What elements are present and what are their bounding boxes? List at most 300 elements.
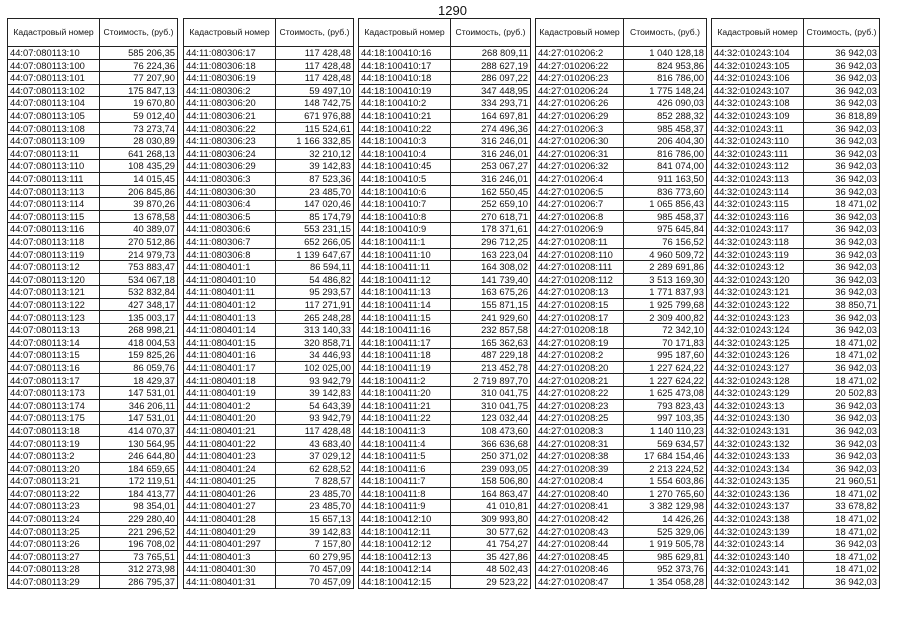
cadastral-number-cell: 44:27:010208:17 (536, 311, 624, 324)
cost-cell: 1 775 148,24 (624, 84, 707, 97)
cadastral-number-cell: 44:07:080113:121 (8, 286, 100, 299)
table-row (8, 487, 178, 500)
cost-cell: 2 213 224,52 (624, 462, 707, 475)
cadastral-number-cell: 44:32:010243:135 (712, 475, 804, 488)
cost-cell: 23 485,70 (276, 500, 354, 513)
cadastral-number-cell: 44:11:080401:25 (184, 475, 276, 488)
cadastral-number-cell: 44:11:080401:26 (184, 487, 276, 500)
table-row (184, 210, 354, 223)
cost-cell: 36 942,03 (804, 412, 880, 425)
cost-cell: 36 942,03 (804, 47, 880, 60)
cadastral-number-cell: 44:07:080113:10 (8, 47, 100, 60)
cost-cell: 206 845,86 (100, 185, 178, 198)
cost-cell: 313 140,33 (276, 324, 354, 337)
table-row (8, 59, 178, 72)
cost-cell: 995 187,60 (624, 349, 707, 362)
cadastral-number-cell: 44:18:100410:8 (359, 210, 451, 223)
cost-cell: 19 670,80 (100, 97, 178, 110)
cost-cell: 39 870,26 (100, 198, 178, 211)
table-row (359, 223, 531, 236)
table-row (536, 273, 707, 286)
cost-cell: 36 942,03 (804, 424, 880, 437)
cadastral-number-cell: 44:11:080306:29 (184, 160, 276, 173)
cadastral-number-cell: 44:07:080113:26 (8, 538, 100, 551)
cadastral-number-cell: 44:18:100411:13 (359, 286, 451, 299)
cost-cell: 115 524,61 (276, 122, 354, 135)
cadastral-number-cell: 44:11:080401:27 (184, 500, 276, 513)
cost-cell: 274 496,36 (451, 122, 531, 135)
cadastral-number-cell: 44:18:100411:3 (359, 424, 451, 437)
cadastral-number-cell: 44:32:010243:107 (712, 84, 804, 97)
cadastral-number-cell: 44:18:100410:16 (359, 47, 451, 60)
cadastral-number-cell: 44:27:010206:4 (536, 172, 624, 185)
cost-cell: 252 659,10 (451, 198, 531, 211)
cost-cell: 4 960 509,72 (624, 248, 707, 261)
cadastral-number-cell: 44:07:080113:114 (8, 198, 100, 211)
cost-cell: 18 471,02 (804, 487, 880, 500)
table-row (536, 387, 707, 400)
cost-cell: 346 206,11 (100, 399, 178, 412)
table-row (8, 525, 178, 538)
cadastral-number-cell: 44:11:080306:20 (184, 97, 276, 110)
cadastral-number-cell: 44:18:100411:9 (359, 500, 451, 513)
table-row (8, 147, 178, 160)
table-row (8, 387, 178, 400)
cadastral-number-cell: 44:32:010243:118 (712, 235, 804, 248)
cadastral-number-cell: 44:27:010206:22 (536, 59, 624, 72)
table-row (536, 424, 707, 437)
cadastral-number-cell: 44:27:010208:38 (536, 450, 624, 463)
cost-cell: 1 227 624,22 (624, 361, 707, 374)
cadastral-number-cell: 44:32:010243:104 (712, 47, 804, 60)
cadastral-number-cell: 44:32:010243:112 (712, 160, 804, 173)
cost-cell: 39 142,83 (276, 387, 354, 400)
cadastral-number-cell: 44:11:080306:7 (184, 235, 276, 248)
cadastral-number-cell: 44:18:100410:6 (359, 185, 451, 198)
cost-cell: 427 348,17 (100, 298, 178, 311)
table-row (359, 487, 531, 500)
cadastral-number-cell: 44:11:080401:16 (184, 349, 276, 362)
cadastral-number-cell: 44:18:100411:19 (359, 361, 451, 374)
table-row (359, 185, 531, 198)
cost-cell: 39 142,83 (276, 160, 354, 173)
cost-cell: 316 246,01 (451, 172, 531, 185)
table-row (536, 135, 707, 148)
cost-cell: 793 823,43 (624, 399, 707, 412)
page-number: 1290 (438, 3, 467, 18)
table-row (184, 462, 354, 475)
cost-cell: 36 942,03 (804, 97, 880, 110)
cadastral-number-cell: 44:18:100410:17 (359, 59, 451, 72)
cadastral-number-cell: 44:07:080113:110 (8, 160, 100, 173)
table-row (536, 160, 707, 173)
table-row (184, 349, 354, 362)
table-row (184, 412, 354, 425)
registry-table-3 (358, 18, 531, 589)
cadastral-number-cell: 44:11:080306:3 (184, 172, 276, 185)
table-row (712, 349, 880, 362)
table-row (536, 97, 707, 110)
header-cadastral-number: Кадастровый номер (184, 19, 276, 47)
table-row (712, 387, 880, 400)
cadastral-number-cell: 44:07:080113:116 (8, 223, 100, 236)
cost-cell: 36 942,03 (804, 437, 880, 450)
table-row (359, 298, 531, 311)
cost-cell: 87 523,36 (276, 172, 354, 185)
cadastral-number-cell: 44:32:010243:125 (712, 336, 804, 349)
cadastral-number-cell: 44:07:080113:14 (8, 336, 100, 349)
table-row (184, 84, 354, 97)
cost-cell: 288 627,19 (451, 59, 531, 72)
cost-cell: 117 428,48 (276, 424, 354, 437)
registry-table-5 (711, 18, 880, 589)
table-row (359, 286, 531, 299)
table-row (536, 399, 707, 412)
table-row (712, 525, 880, 538)
cadastral-number-cell: 44:11:080401:18 (184, 374, 276, 387)
table-row (536, 223, 707, 236)
cadastral-number-cell: 44:07:080113:22 (8, 487, 100, 500)
table-row (8, 374, 178, 387)
table-row (536, 185, 707, 198)
table-row (8, 575, 178, 588)
table-row (712, 273, 880, 286)
cost-cell: 35 427,86 (451, 550, 531, 563)
table-row (8, 512, 178, 525)
table-row (359, 462, 531, 475)
cadastral-number-cell: 44:32:010243:14 (712, 538, 804, 551)
table-row (536, 286, 707, 299)
cost-cell: 320 858,71 (276, 336, 354, 349)
cost-cell: 1 554 603,86 (624, 475, 707, 488)
table-row (359, 374, 531, 387)
cost-cell: 239 093,05 (451, 462, 531, 475)
cost-cell: 172 119,51 (100, 475, 178, 488)
cost-cell: 175 847,13 (100, 84, 178, 97)
cadastral-number-cell: 44:18:100411:10 (359, 248, 451, 261)
cost-cell: 816 786,00 (624, 147, 707, 160)
cadastral-number-cell: 44:07:080113:18 (8, 424, 100, 437)
cadastral-number-cell: 44:11:080401:10 (184, 273, 276, 286)
cadastral-number-cell: 44:07:080113:17 (8, 374, 100, 387)
table-row (712, 210, 880, 223)
cadastral-number-cell: 44:32:010243:115 (712, 198, 804, 211)
table-row (8, 84, 178, 97)
cost-cell: 270 618,71 (451, 210, 531, 223)
table-row (712, 160, 880, 173)
table-row (536, 59, 707, 72)
table-row (712, 286, 880, 299)
cost-cell: 1 139 647,67 (276, 248, 354, 261)
table-row (712, 172, 880, 185)
table-row (536, 563, 707, 576)
cadastral-number-cell: 44:32:010243:119 (712, 248, 804, 261)
cadastral-number-cell: 44:07:080113:122 (8, 298, 100, 311)
cadastral-number-cell: 44:32:010243:131 (712, 424, 804, 437)
table-row (712, 500, 880, 513)
cost-cell: 164 308,02 (451, 261, 531, 274)
table-row (712, 72, 880, 85)
cost-cell: 62 628,52 (276, 462, 354, 475)
table-row (359, 324, 531, 337)
table-row (8, 298, 178, 311)
table-row (8, 437, 178, 450)
table-row (536, 475, 707, 488)
table-row (536, 462, 707, 475)
table-row (184, 160, 354, 173)
cost-cell: 309 993,80 (451, 512, 531, 525)
cadastral-number-cell: 44:32:010243:12 (712, 261, 804, 274)
cadastral-number-cell: 44:32:010243:106 (712, 72, 804, 85)
cadastral-number-cell: 44:11:080306:8 (184, 248, 276, 261)
cadastral-number-cell: 44:32:010243:141 (712, 563, 804, 576)
cost-cell: 38 850,71 (804, 298, 880, 311)
table-row (712, 538, 880, 551)
cadastral-number-cell: 44:18:100412:13 (359, 550, 451, 563)
cadastral-number-cell: 44:27:010208:47 (536, 575, 624, 588)
table-row (8, 223, 178, 236)
table-row (8, 286, 178, 299)
cost-cell: 18 471,02 (804, 198, 880, 211)
cost-cell: 250 371,02 (451, 450, 531, 463)
table-row (712, 563, 880, 576)
table-row (184, 223, 354, 236)
table-row (184, 261, 354, 274)
table-row (8, 47, 178, 60)
table-row (359, 525, 531, 538)
table-row (359, 387, 531, 400)
cadastral-number-cell: 44:11:080401:3 (184, 550, 276, 563)
cost-cell: 13 678,58 (100, 210, 178, 223)
table-row (536, 324, 707, 337)
cost-cell: 41 010,81 (451, 500, 531, 513)
cost-cell: 14 015,45 (100, 172, 178, 185)
table-row (8, 122, 178, 135)
table-row (359, 59, 531, 72)
cost-cell: 1 625 473,08 (624, 387, 707, 400)
cadastral-number-cell: 44:18:100410:9 (359, 223, 451, 236)
table-row (536, 235, 707, 248)
cost-cell: 1 140 110,23 (624, 424, 707, 437)
cadastral-number-cell: 44:27:010206:9 (536, 223, 624, 236)
cadastral-number-cell: 44:11:080306:22 (184, 122, 276, 135)
header-cost: Стоимость, (руб.) (451, 19, 531, 47)
cost-cell: 72 342,10 (624, 324, 707, 337)
table-row (8, 424, 178, 437)
table-header-row (184, 19, 354, 47)
table-row (712, 450, 880, 463)
cost-cell: 86 594,11 (276, 261, 354, 274)
table-row (184, 487, 354, 500)
cost-cell: 164 697,81 (451, 109, 531, 122)
cost-cell: 1 925 799,68 (624, 298, 707, 311)
cadastral-number-cell: 44:11:080401:24 (184, 462, 276, 475)
cadastral-number-cell: 44:32:010243:126 (712, 349, 804, 362)
table-row (536, 450, 707, 463)
cadastral-number-cell: 44:07:080113:24 (8, 512, 100, 525)
cost-cell: 20 502,83 (804, 387, 880, 400)
cost-cell: 41 754,27 (451, 538, 531, 551)
cost-cell: 232 857,58 (451, 324, 531, 337)
cadastral-number-cell: 44:27:010208:42 (536, 512, 624, 525)
cadastral-number-cell: 44:07:080113:175 (8, 412, 100, 425)
cadastral-number-cell: 44:18:100411:7 (359, 475, 451, 488)
cadastral-number-cell: 44:07:080113:104 (8, 97, 100, 110)
cost-cell: 214 979,73 (100, 248, 178, 261)
cost-cell: 641 268,13 (100, 147, 178, 160)
cost-cell: 36 942,03 (804, 210, 880, 223)
table-row (8, 450, 178, 463)
cadastral-number-cell: 44:32:010243:132 (712, 437, 804, 450)
cost-cell: 36 942,03 (804, 160, 880, 173)
cadastral-number-cell: 44:27:010208:44 (536, 538, 624, 551)
cost-cell: 487 229,18 (451, 349, 531, 362)
table-row (712, 475, 880, 488)
cadastral-number-cell: 44:11:080401:1 (184, 261, 276, 274)
cost-cell: 852 288,32 (624, 109, 707, 122)
table-row (359, 563, 531, 576)
cadastral-number-cell: 44:07:080113:105 (8, 109, 100, 122)
cost-cell: 312 273,98 (100, 563, 178, 576)
table-row (536, 248, 707, 261)
cost-cell: 753 883,47 (100, 261, 178, 274)
cost-cell: 30 577,62 (451, 525, 531, 538)
cadastral-number-cell: 44:07:080113:174 (8, 399, 100, 412)
cost-cell: 18 471,02 (804, 525, 880, 538)
cost-cell: 135 003,17 (100, 311, 178, 324)
table-row (359, 311, 531, 324)
cadastral-number-cell: 44:07:080113:119 (8, 248, 100, 261)
cadastral-number-cell: 44:27:010208:3 (536, 424, 624, 437)
table-row (184, 135, 354, 148)
cost-cell: 163 223,04 (451, 248, 531, 261)
table-row (536, 575, 707, 588)
cadastral-number-cell: 44:18:100412:11 (359, 525, 451, 538)
cadastral-number-cell: 44:18:100412:10 (359, 512, 451, 525)
table-row (712, 424, 880, 437)
table-row (536, 122, 707, 135)
table-row (184, 273, 354, 286)
table-row (712, 462, 880, 475)
cadastral-number-cell: 44:07:080113:115 (8, 210, 100, 223)
cost-cell: 286 795,37 (100, 575, 178, 588)
cost-cell: 21 960,51 (804, 475, 880, 488)
table-row (184, 563, 354, 576)
table-row (184, 248, 354, 261)
cadastral-number-cell: 44:07:080113:12 (8, 261, 100, 274)
cost-cell: 296 712,25 (451, 235, 531, 248)
cadastral-number-cell: 44:27:010208:110 (536, 248, 624, 261)
cadastral-number-cell: 44:18:100410:5 (359, 172, 451, 185)
cadastral-number-cell: 44:27:010208:41 (536, 500, 624, 513)
cadastral-number-cell: 44:11:080306:2 (184, 84, 276, 97)
table-row (184, 47, 354, 60)
cost-cell: 18 471,02 (804, 563, 880, 576)
cadastral-number-cell: 44:27:010206:5 (536, 185, 624, 198)
table-row (8, 349, 178, 362)
cost-cell: 229 280,40 (100, 512, 178, 525)
table-row (359, 248, 531, 261)
cadastral-number-cell: 44:18:100411:4 (359, 437, 451, 450)
cost-cell: 117 428,48 (276, 72, 354, 85)
cadastral-number-cell: 44:07:080113:102 (8, 84, 100, 97)
cost-cell: 36 942,03 (804, 185, 880, 198)
cadastral-number-cell: 44:27:010208:13 (536, 286, 624, 299)
table-row (184, 235, 354, 248)
table-row (536, 500, 707, 513)
cadastral-number-cell: 44:11:080401:28 (184, 512, 276, 525)
cadastral-number-cell: 44:11:080306:21 (184, 109, 276, 122)
cost-cell: 310 041,75 (451, 399, 531, 412)
table-row (184, 437, 354, 450)
cost-cell: 36 942,03 (804, 286, 880, 299)
cadastral-number-cell: 44:07:080113:11 (8, 147, 100, 160)
cadastral-number-cell: 44:32:010243:128 (712, 374, 804, 387)
cost-cell: 1 065 856,43 (624, 198, 707, 211)
cadastral-number-cell: 44:27:010208:19 (536, 336, 624, 349)
cadastral-number-cell: 44:11:080401:31 (184, 575, 276, 588)
cost-cell: 334 293,71 (451, 97, 531, 110)
cadastral-number-cell: 44:32:010243:113 (712, 172, 804, 185)
cadastral-number-cell: 44:32:010243:105 (712, 59, 804, 72)
cadastral-number-cell: 44:27:010208:2 (536, 349, 624, 362)
cost-cell: 985 629,81 (624, 550, 707, 563)
cadastral-number-cell: 44:18:100411:20 (359, 387, 451, 400)
cadastral-number-cell: 44:11:080306:18 (184, 59, 276, 72)
table-row (184, 59, 354, 72)
cost-cell: 184 413,77 (100, 487, 178, 500)
registry-table-4 (535, 18, 707, 589)
cost-cell: 836 773,60 (624, 185, 707, 198)
cadastral-number-cell: 44:32:010243:108 (712, 97, 804, 110)
cost-cell: 23 485,70 (276, 487, 354, 500)
cost-cell: 70 457,09 (276, 575, 354, 588)
table-row (536, 538, 707, 551)
cadastral-number-cell: 44:18:100410:18 (359, 72, 451, 85)
cost-cell: 36 942,03 (804, 135, 880, 148)
header-cadastral-number: Кадастровый номер (536, 19, 624, 47)
table-row (359, 172, 531, 185)
cost-cell: 23 485,70 (276, 185, 354, 198)
table-row (184, 298, 354, 311)
cadastral-number-cell: 44:18:100410:45 (359, 160, 451, 173)
cost-cell: 93 942,79 (276, 412, 354, 425)
table-row (712, 235, 880, 248)
table-row (536, 210, 707, 223)
registry-table-2 (183, 18, 354, 589)
cadastral-number-cell: 44:07:080113:109 (8, 135, 100, 148)
cost-cell: 76 224,36 (100, 59, 178, 72)
cost-cell: 36 942,03 (804, 122, 880, 135)
cadastral-number-cell: 44:11:080306:24 (184, 147, 276, 160)
cadastral-number-cell: 44:32:010243:133 (712, 450, 804, 463)
cadastral-number-cell: 44:27:010206:8 (536, 210, 624, 223)
cadastral-number-cell: 44:27:010208:11 (536, 235, 624, 248)
cadastral-number-cell: 44:27:010208:31 (536, 437, 624, 450)
cadastral-number-cell: 44:27:010208:18 (536, 324, 624, 337)
cost-cell: 414 070,37 (100, 424, 178, 437)
table-row (712, 575, 880, 588)
cadastral-number-cell: 44:27:010208:20 (536, 361, 624, 374)
table-row (8, 72, 178, 85)
table-row (712, 324, 880, 337)
cost-cell: 48 502,43 (451, 563, 531, 576)
cost-cell: 2 309 400,82 (624, 311, 707, 324)
cost-cell: 268 809,11 (451, 47, 531, 60)
header-cadastral-number: Кадастровый номер (359, 19, 451, 47)
cost-cell: 34 446,93 (276, 349, 354, 362)
registry-table-1 (7, 18, 178, 589)
